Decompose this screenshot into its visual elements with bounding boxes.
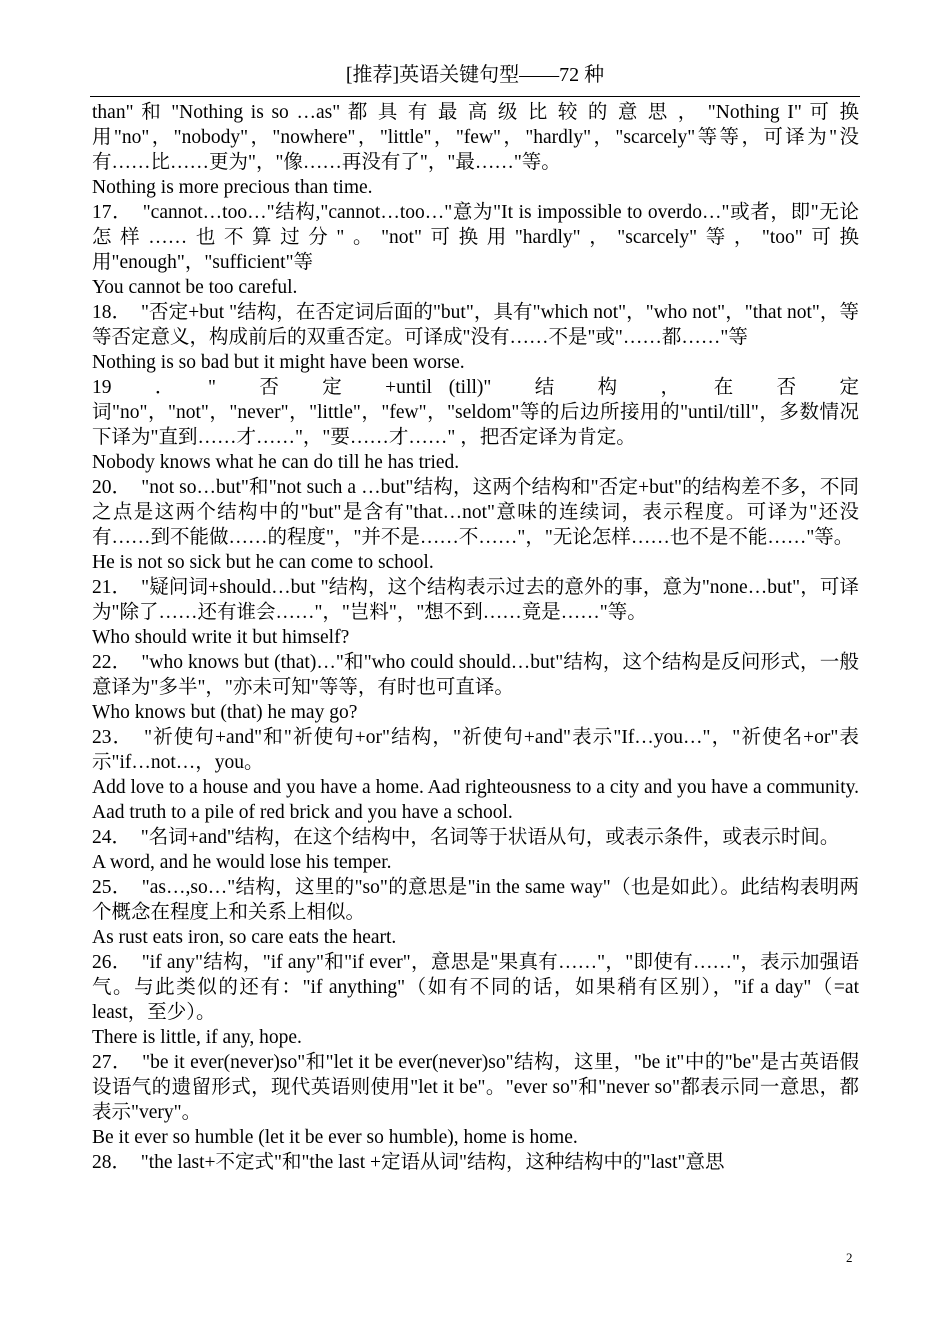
paragraph: 23． "祈使句+and"和"祈使句+or"结构，"祈使句+and"表示"If…you…"，"祈使名+or"表示"if…not…，you。 (92, 727, 859, 773)
paragraph: 22． "who knows but (that)…"和"who could should…but"结构，这个结构是反问形式，一般意译为"多半"，"亦未可知"等等，有时也可直译。 (92, 652, 859, 698)
example-sentence: Nobody knows what he can do till he has tried. (92, 452, 460, 473)
paragraph: than" 和 "Nothing is so …as" 都 具 有 最 高 级 比 较 的 意 思 ， "Nothing I" 可 换 用"no"，"nobody"，"nowhere"，"little"，"few"，"hardly"，"scarcely"等等，可译为"没有……比……更为"，"像……再没有了"，"最……"等。 (92, 102, 859, 173)
example-sentence: As rust eats iron, so care eats the heart. (92, 927, 397, 948)
paragraph: 20． "not so…but"和"not such a …but"结构，这两个结构和"否定+but"的结构差不多，不同之点是这两个结构中的"but"是含有"that…not"意味的连续词，表示程度。可译为"还没有……到不能做……的程度"，"并不是……不……"，"无论怎样……也不是不能……"等。 (92, 477, 859, 548)
paragraph: 28． "the last+不定式"和"the last +定语从词"结构，这种结构中的"last"意思 (92, 1152, 725, 1173)
example-sentence: Nothing is so bad but it might have been worse. (92, 352, 465, 373)
paragraph: 18． "否定+but "结构，在否定词后面的"but"，具有"which not"，"who not"，"that not"，等等否定意义，构成前后的双重否定。可译成"没有……不是"或"……都……"等 (92, 302, 859, 348)
page-header-title: [推荐]英语关键句型——72 种 (345, 64, 605, 86)
example-sentence: Add love to a house and you have a home. Aad righteousness to a city and you have a community. Aad truth to a pile of red brick and you have a school. (92, 777, 859, 823)
example-sentence: You cannot be too careful. (92, 277, 298, 298)
paragraph: 27． "be it ever(never)so"和"let it be ever(never)so"结构，这里，"be it"中的"be"是古英语假设语气的遗留形式，现代英语则使用"let it be"。"ever so"和"never so"都表示同一意思，都表示"very"。 (92, 1052, 859, 1123)
example-sentence: A word, and he would lose his temper. (92, 852, 392, 873)
example-sentence: There is little, if any, hope. (92, 1027, 302, 1048)
example-sentence: Who should write it but himself? (92, 627, 350, 648)
page-number: 2 (846, 1250, 853, 1265)
example-sentence: Who knows but (that) he may go? (92, 702, 358, 723)
paragraph: 19 ． " 否 定 +until (till)" 结 构 ， 在 否 定 词"no"，"not"，"never"，"little"，"few"，"seldom"等的后边所接用的"until/till"，多数情况下译为"直到……才……"，"要……才……" ，把否定译为肯定。 (92, 377, 859, 448)
paragraph: 25． "as…,so…"结构，这里的"so"的意思是"in the same way"（也是如此）。此结构表明两个概念在程度上和关系上相似。 (92, 877, 859, 923)
paragraph: 17． "cannot…too…"结构,"cannot…too…"意为"It is impossible to overdo…"或者，即"无论怎样……也不算过分"。"not"可换用"hardly"，"scarcely"等，"too"可换用"enough"，"sufficient"等 (92, 202, 859, 273)
document-body (92, 100, 859, 1175)
example-sentence: Nothing is more precious than time. (92, 177, 373, 198)
paragraph: 24． "名词+and"结构，在这个结构中，名词等于状语从句，或表示条件，或表示时间。 (92, 827, 840, 848)
paragraph: 26． "if any"结构，"if any"和"if ever"，意思是"果真有……"，"即使有……"，表示加强语气。与此类似的还有："if anything"（如有不同的话，如果稍有区别），"if a day"（=at least，至少）。 (92, 952, 859, 1023)
example-sentence: He is not so sick but he can come to school. (92, 552, 434, 573)
paragraph: 21． "疑问词+should…but "结构，这个结构表示过去的意外的事，意为"none…but"，可译为"除了……还有谁会……"，"岂料"，"想不到……竟是……"等。 (92, 577, 859, 623)
header-divider (90, 96, 860, 97)
example-sentence: Be it ever so humble (let it be ever so humble), home is home. (92, 1127, 578, 1148)
